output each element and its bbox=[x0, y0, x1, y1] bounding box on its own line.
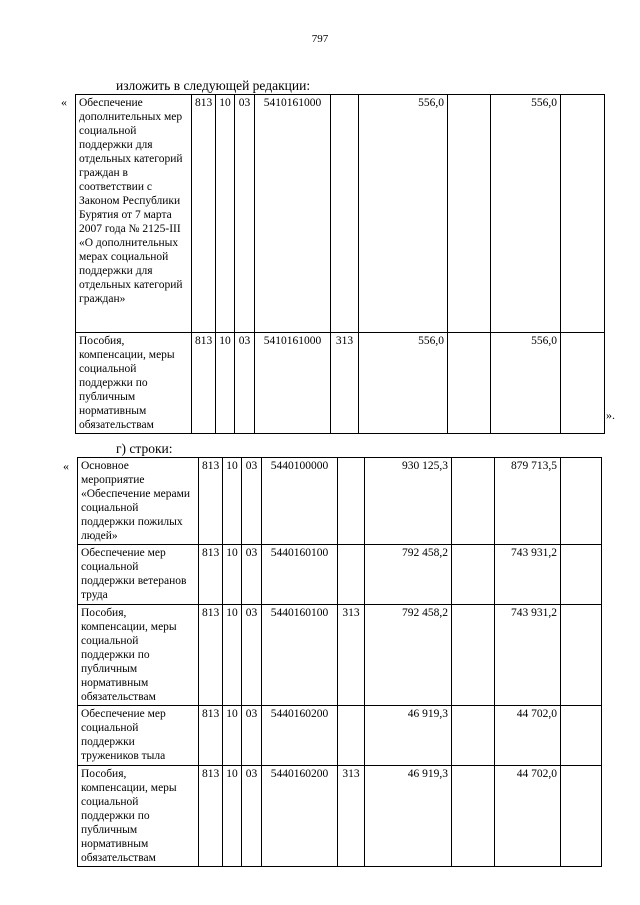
row-empty bbox=[452, 545, 495, 605]
row-code3: 03 bbox=[242, 605, 262, 706]
row-code2: 10 bbox=[223, 766, 242, 867]
row-expense: 313 bbox=[331, 333, 359, 434]
row-amount2: 556,0 bbox=[491, 333, 561, 434]
row-target: 5440160100 bbox=[262, 545, 338, 605]
section2-open-quote: « bbox=[63, 459, 69, 473]
row-empty bbox=[448, 95, 491, 333]
table-row bbox=[76, 333, 605, 434]
row-expense: 313 bbox=[338, 766, 365, 867]
row-description: Обеспечение мер социальной поддержки ветеранов труда bbox=[78, 545, 199, 605]
row-description: Обеспечение дополнительных мер социальной поддержки для отдельных категорий граждан в соответствии с Законом Республики Бурятия от 7 марта 2007 года № 2125-III «О дополнительных мерах социальной поддержки для отдельных категорий граждан» bbox=[76, 95, 192, 333]
row-amount1: 792 458,2 bbox=[365, 545, 452, 605]
row-empty bbox=[561, 95, 605, 333]
row-description: Пособия, компенсации, меры социальной поддержки по публичным нормативным обязательствам bbox=[78, 766, 199, 867]
table-row bbox=[78, 545, 602, 605]
section1-close-quote: ». bbox=[606, 408, 615, 422]
section2-heading: г) строки: bbox=[116, 441, 173, 456]
row-amount1: 930 125,3 bbox=[365, 458, 452, 545]
row-code2: 10 bbox=[216, 95, 235, 333]
row-expense bbox=[338, 458, 365, 545]
row-code2: 10 bbox=[223, 605, 242, 706]
table-row bbox=[78, 605, 602, 706]
row-code1: 813 bbox=[199, 766, 223, 867]
row-description: Пособия, компенсации, меры социальной поддержки по публичным нормативным обязательствам bbox=[78, 605, 199, 706]
row-amount2: 44 702,0 bbox=[495, 766, 561, 867]
row-description: Пособия, компенсации, меры социальной поддержки по публичным нормативным обязательствам bbox=[76, 333, 192, 434]
row-code3: 03 bbox=[242, 545, 262, 605]
row-target: 5440160200 bbox=[262, 766, 338, 867]
row-code3: 03 bbox=[235, 95, 255, 333]
row-empty bbox=[561, 766, 602, 867]
row-empty bbox=[448, 333, 491, 434]
page-number: 797 bbox=[311, 33, 329, 45]
row-expense bbox=[331, 95, 359, 333]
row-code1: 813 bbox=[199, 706, 223, 766]
row-amount1: 556,0 bbox=[359, 333, 448, 434]
row-empty bbox=[561, 706, 602, 766]
table-row bbox=[78, 458, 602, 545]
row-target: 5440160100 bbox=[262, 605, 338, 706]
row-expense bbox=[338, 545, 365, 605]
section1-open-quote: « bbox=[61, 95, 67, 109]
row-amount1: 556,0 bbox=[359, 95, 448, 333]
row-code1: 813 bbox=[199, 458, 223, 545]
row-empty bbox=[452, 706, 495, 766]
row-amount2: 556,0 bbox=[491, 95, 561, 333]
row-expense bbox=[338, 706, 365, 766]
row-empty bbox=[452, 458, 495, 545]
row-code1: 813 bbox=[192, 95, 216, 333]
row-amount2: 743 931,2 bbox=[495, 605, 561, 706]
row-amount1: 46 919,3 bbox=[365, 706, 452, 766]
row-empty bbox=[561, 333, 605, 434]
row-code3: 03 bbox=[242, 706, 262, 766]
row-expense: 313 bbox=[338, 605, 365, 706]
section2-table bbox=[77, 457, 602, 867]
row-code1: 813 bbox=[199, 605, 223, 706]
row-code3: 03 bbox=[235, 333, 255, 434]
row-empty bbox=[561, 545, 602, 605]
row-description: Обеспечение мер социальной поддержки тружеников тыла bbox=[78, 706, 199, 766]
row-target: 5410161000 bbox=[255, 333, 331, 434]
row-amount2: 743 931,2 bbox=[495, 545, 561, 605]
row-code3: 03 bbox=[242, 766, 262, 867]
table-row bbox=[76, 95, 605, 333]
row-code1: 813 bbox=[199, 545, 223, 605]
row-code2: 10 bbox=[223, 706, 242, 766]
row-code1: 813 bbox=[192, 333, 216, 434]
row-code2: 10 bbox=[223, 458, 242, 545]
row-amount1: 46 919,3 bbox=[365, 766, 452, 867]
row-code3: 03 bbox=[242, 458, 262, 545]
row-target: 5440100000 bbox=[262, 458, 338, 545]
row-empty bbox=[452, 766, 495, 867]
row-amount2: 44 702,0 bbox=[495, 706, 561, 766]
section1-table bbox=[75, 94, 605, 434]
row-code2: 10 bbox=[216, 333, 235, 434]
table-row bbox=[78, 766, 602, 867]
section1-heading: изложить в следующей редакции: bbox=[116, 78, 311, 93]
row-target: 5410161000 bbox=[255, 95, 331, 333]
row-empty bbox=[561, 458, 602, 545]
row-code2: 10 bbox=[223, 545, 242, 605]
row-empty bbox=[452, 605, 495, 706]
row-amount1: 792 458,2 bbox=[365, 605, 452, 706]
row-empty bbox=[561, 605, 602, 706]
table-row bbox=[78, 706, 602, 766]
row-description: Основное мероприятие «Обеспечение мерами социальной поддержки пожилых людей» bbox=[78, 458, 199, 545]
row-target: 5440160200 bbox=[262, 706, 338, 766]
row-amount2: 879 713,5 bbox=[495, 458, 561, 545]
